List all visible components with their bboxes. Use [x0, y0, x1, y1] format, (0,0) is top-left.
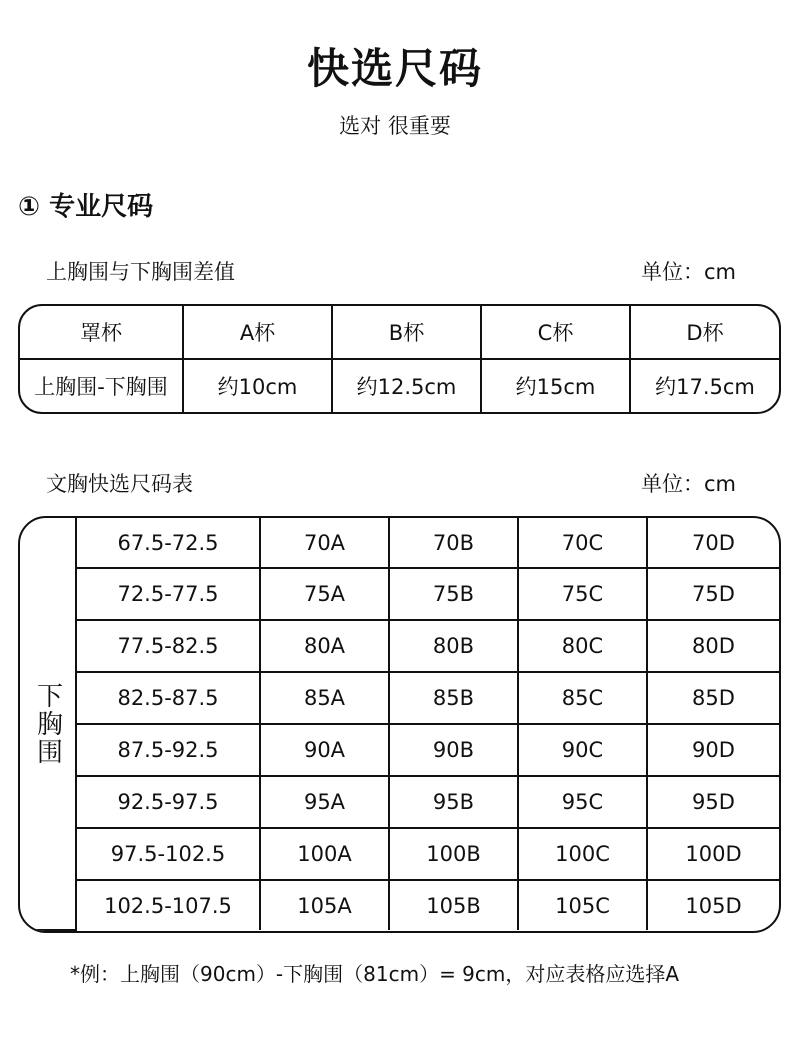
table-row [20, 672, 779, 724]
size-cell: 95A [260, 776, 389, 828]
table-row [20, 620, 779, 672]
range-cell: 82.5-87.5 [76, 672, 260, 724]
range-cell: 72.5-77.5 [76, 568, 260, 620]
cup-table-unit: 单位：cm [640, 260, 736, 284]
size-cell: 85B [389, 672, 518, 724]
range-cell: 92.5-97.5 [76, 776, 260, 828]
size-cell: 80B [389, 620, 518, 672]
header-cell: A杯 [183, 306, 332, 359]
size-cell: 105C [518, 880, 647, 930]
table-row [20, 776, 779, 828]
size-cell: 75A [260, 568, 389, 620]
size-cell: 90C [518, 724, 647, 776]
size-cell: 105A [260, 880, 389, 930]
size-cell: 85A [260, 672, 389, 724]
range-cell: 102.5-107.5 [76, 880, 260, 930]
header-cell: C杯 [481, 306, 630, 359]
table-row [20, 518, 779, 568]
table-cell: 约17.5cm [655, 375, 755, 399]
size-cell: 80D [647, 620, 779, 672]
table-cell: 约10cm [183, 359, 332, 412]
range-cell: 67.5-72.5 [76, 518, 260, 568]
size-cell: 100D [647, 828, 779, 880]
header-cell: 罩杯 [20, 306, 183, 359]
size-cell: 85D [647, 672, 779, 724]
table-row [20, 568, 779, 620]
table-cell: 约15cm [481, 359, 630, 412]
size-cell: 90B [389, 724, 518, 776]
size-cell: 70D [647, 518, 779, 568]
size-cell: 105D [685, 893, 742, 918]
size-cell: 75C [518, 568, 647, 620]
range-cell: 87.5-92.5 [76, 724, 260, 776]
table-row [20, 880, 779, 930]
side-label-text: 下胸围 [32, 681, 63, 766]
table-row [20, 359, 779, 412]
header-cell: B杯 [332, 306, 481, 359]
table-row [20, 724, 779, 776]
size-cell: 80A [260, 620, 389, 672]
size-cell: 100C [518, 828, 647, 880]
size-chart-table [18, 516, 781, 933]
table-row [20, 828, 779, 880]
size-cell: 95B [389, 776, 518, 828]
cup-difference-table [18, 304, 781, 414]
size-cell: 75B [389, 568, 518, 620]
page-subtitle: 选对 很重要 [339, 114, 451, 138]
range-cell: 97.5-102.5 [76, 828, 260, 880]
size-cell: 90A [260, 724, 389, 776]
header-cell: D杯 [630, 306, 779, 359]
size-cell: 90D [647, 724, 779, 776]
size-cell: 70A [260, 518, 389, 568]
size-cell: 95C [518, 776, 647, 828]
size-cell: 100A [260, 828, 389, 880]
side-label [20, 518, 76, 930]
size-cell: 95D [647, 776, 779, 828]
example-footnote: *例：上胸围（90cm）-下胸围（81cm）= 9cm，对应表格应选择A [70, 962, 680, 986]
table-header-row [20, 306, 779, 359]
table-cell: 约12.5cm [332, 359, 481, 412]
range-cell: 77.5-82.5 [76, 620, 260, 672]
table-cell: 上胸围-下胸围 [20, 359, 183, 412]
size-cell: 70B [389, 518, 518, 568]
size-cell: 85C [518, 672, 647, 724]
size-cell: 70C [518, 518, 647, 568]
section-heading: ① 专业尺码 [18, 192, 154, 222]
cup-table-label: 上胸围与下胸围差值 [46, 260, 235, 284]
size-cell: 80C [518, 620, 647, 672]
page-title: 快选尺码 [306, 44, 483, 93]
size-table-label: 文胸快选尺码表 [46, 472, 193, 496]
size-cell: 100B [389, 828, 518, 880]
size-cell: 75D [647, 568, 779, 620]
size-table-unit: 单位：cm [640, 472, 736, 496]
size-cell: 105B [389, 880, 518, 930]
